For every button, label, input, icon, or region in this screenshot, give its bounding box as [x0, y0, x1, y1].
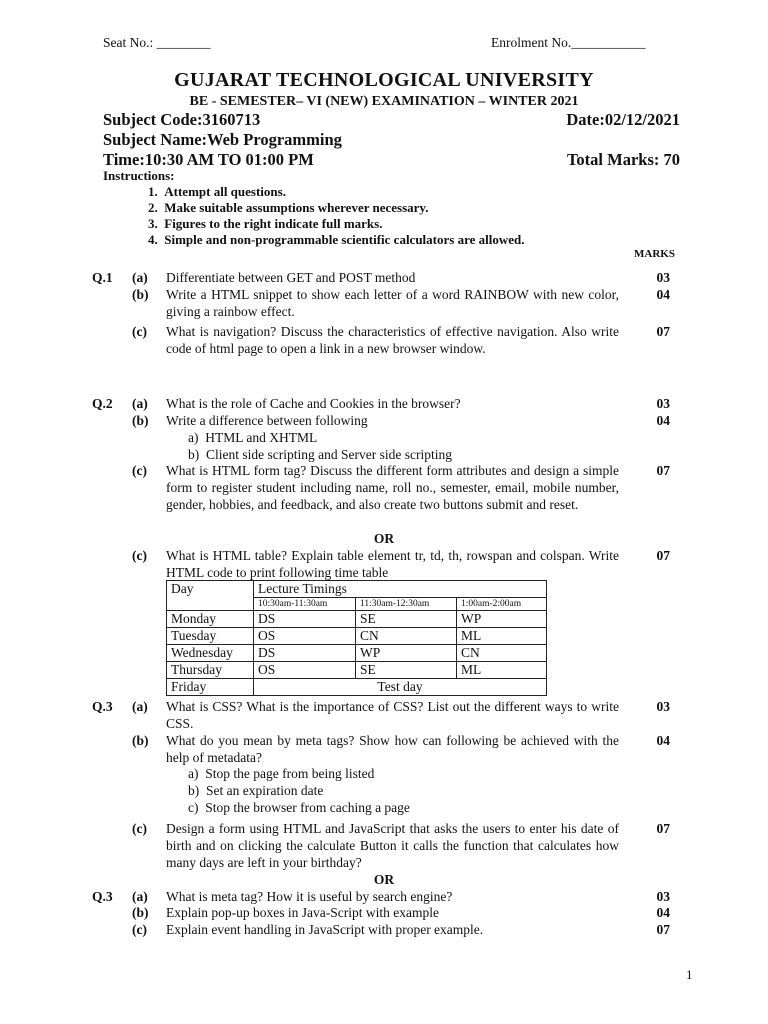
part-label: (c): [132, 821, 147, 836]
question-text: What is meta tag? How it is useful by search engine?: [166, 889, 453, 904]
question-number: Q.2: [92, 396, 113, 411]
seat-number: Seat No.: ________: [103, 35, 211, 50]
table-cell: ML: [457, 662, 547, 679]
part-label: (a): [132, 889, 148, 904]
part-label: (a): [132, 396, 148, 411]
question-text: Write a HTML snippet to show each letter of a word RAINBOW with new color, giving a rainbow effect.: [166, 287, 619, 319]
question-text: What is CSS? What is the importance of CSS? List out the different ways to write CSS.: [166, 699, 619, 731]
table-cell: CN: [457, 645, 547, 662]
part-label: (c): [132, 548, 147, 563]
instruction-item: 3. Figures to the right indicate full marks.: [148, 216, 383, 231]
table-row: [167, 662, 547, 679]
marks-value: 03: [656, 270, 670, 285]
table-cell: WP: [356, 645, 457, 662]
table-row: [167, 628, 547, 645]
part-label: (b): [132, 733, 149, 748]
table-cell: Friday: [167, 679, 254, 696]
instruction-item: 1. Attempt all questions.: [148, 184, 286, 199]
or-separator: OR: [373, 872, 395, 887]
instruction-item: 2. Make suitable assumptions wherever necessary.: [148, 200, 429, 215]
table-row: [167, 645, 547, 662]
table-row: [167, 611, 547, 628]
sub-item: a) HTML and XHTML: [188, 430, 318, 445]
table-cell: SE: [356, 662, 457, 679]
marks-value: 03: [656, 699, 670, 714]
question-text: Design a form using HTML and JavaScript that asks the users to enter his date of birth and on clicking the calculate Button it calls the function that calculates how many days are left in your birthday?: [166, 821, 619, 870]
question-number: Q.3: [92, 889, 113, 904]
question-text: Explain event handling in JavaScript with proper example.: [166, 922, 484, 937]
part-label: (c): [132, 463, 147, 478]
table-cell: SE: [356, 611, 457, 628]
marks-value: 07: [656, 922, 670, 937]
marks-value: 07: [656, 463, 670, 478]
table-header-lecture: Lecture Timings: [254, 581, 547, 598]
part-label: (a): [132, 699, 148, 714]
marks-value: 03: [656, 889, 670, 904]
table-cell: DS: [254, 645, 356, 662]
question-text: What is HTML table? Explain table element tr, td, th, rowspan and colspan. Write HTML code to print following time table: [166, 548, 619, 580]
sub-item: b) Client side scripting and Server side scripting: [188, 447, 452, 462]
table-cell: OS: [254, 628, 356, 645]
question-text: What is HTML form tag? Discuss the different form attributes and design a simple form to register student including name, roll no., semester, email, mobile number, gender, hobbies, and feedback, and also create two buttons submit and reset.: [166, 463, 619, 512]
marks-value: 07: [656, 821, 670, 836]
question-text: What do you mean by meta tags? Show how can following be achieved with the help of metadata?: [166, 733, 619, 765]
part-label: (a): [132, 270, 148, 285]
question-text: Explain pop-up boxes in Java-Script with example: [166, 905, 439, 920]
table-cell: DS: [254, 611, 356, 628]
exam-title: BE - SEMESTER– VI (NEW) EXAMINATION – WINTER 2021: [189, 94, 579, 109]
subject-code: Subject Code:3160713: [103, 110, 261, 129]
question-text: What is navigation? Discuss the characteristics of effective navigation. Also write code of html page to open a link in a new browser window.: [166, 324, 619, 356]
question-text: What is the role of Cache and Cookies in the browser?: [166, 396, 461, 411]
marks-value: 07: [656, 548, 670, 563]
exam-time: Time:10:30 AM TO 01:00 PM: [103, 150, 314, 169]
table-cell: Thursday: [167, 662, 254, 679]
marks-value: 04: [656, 733, 670, 748]
marks-value: 04: [656, 413, 670, 428]
instructions-title: Instructions:: [103, 168, 175, 183]
table-cell: ML: [457, 628, 547, 645]
part-label: (b): [132, 413, 149, 428]
table-cell: Tuesday: [167, 628, 254, 645]
part-label: (c): [132, 324, 147, 339]
enrolment-number: Enrolment No.___________: [491, 35, 646, 50]
marks-header: MARKS: [634, 248, 675, 260]
total-marks: Total Marks: 70: [566, 150, 680, 169]
university-title: GUJARAT TECHNOLOGICAL UNIVERSITY: [174, 69, 594, 91]
table-cell: Monday: [167, 611, 254, 628]
table-cell: WP: [457, 611, 547, 628]
sub-item: b) Set an expiration date: [188, 783, 324, 798]
table-header-slot: 10:30am-11:30am: [254, 598, 356, 611]
marks-value: 04: [656, 287, 670, 302]
table-row: [167, 679, 547, 696]
sub-item: a) Stop the page from being listed: [188, 766, 375, 781]
timetable: [166, 580, 547, 696]
part-label: (b): [132, 905, 149, 920]
marks-value: 07: [656, 324, 670, 339]
instruction-item: 4. Simple and non-programmable scientific calculators are allowed.: [148, 232, 525, 247]
table-header-slot: 11:30am-12:30am: [356, 598, 457, 611]
page-number: 1: [686, 967, 693, 982]
or-separator: OR: [373, 531, 395, 546]
question-text: Differentiate between GET and POST method: [166, 270, 416, 285]
marks-value: 03: [656, 396, 670, 411]
table-cell: Test day: [254, 679, 547, 696]
table-cell: Wednesday: [167, 645, 254, 662]
marks-value: 04: [656, 905, 670, 920]
part-label: (c): [132, 922, 147, 937]
table-cell: OS: [254, 662, 356, 679]
part-label: (b): [132, 287, 149, 302]
subject-name: Subject Name:Web Programming: [103, 130, 342, 149]
sub-item: c) Stop the browser from caching a page: [188, 800, 410, 815]
table-header-day: Day: [167, 581, 254, 611]
table-header-slot: 1:00am-2:00am: [457, 598, 547, 611]
question-number: Q.1: [92, 270, 113, 285]
table-cell: CN: [356, 628, 457, 645]
exam-date: Date:02/12/2021: [566, 110, 680, 129]
question-number: Q.3: [92, 699, 113, 714]
question-text: Write a difference between following: [166, 413, 368, 428]
